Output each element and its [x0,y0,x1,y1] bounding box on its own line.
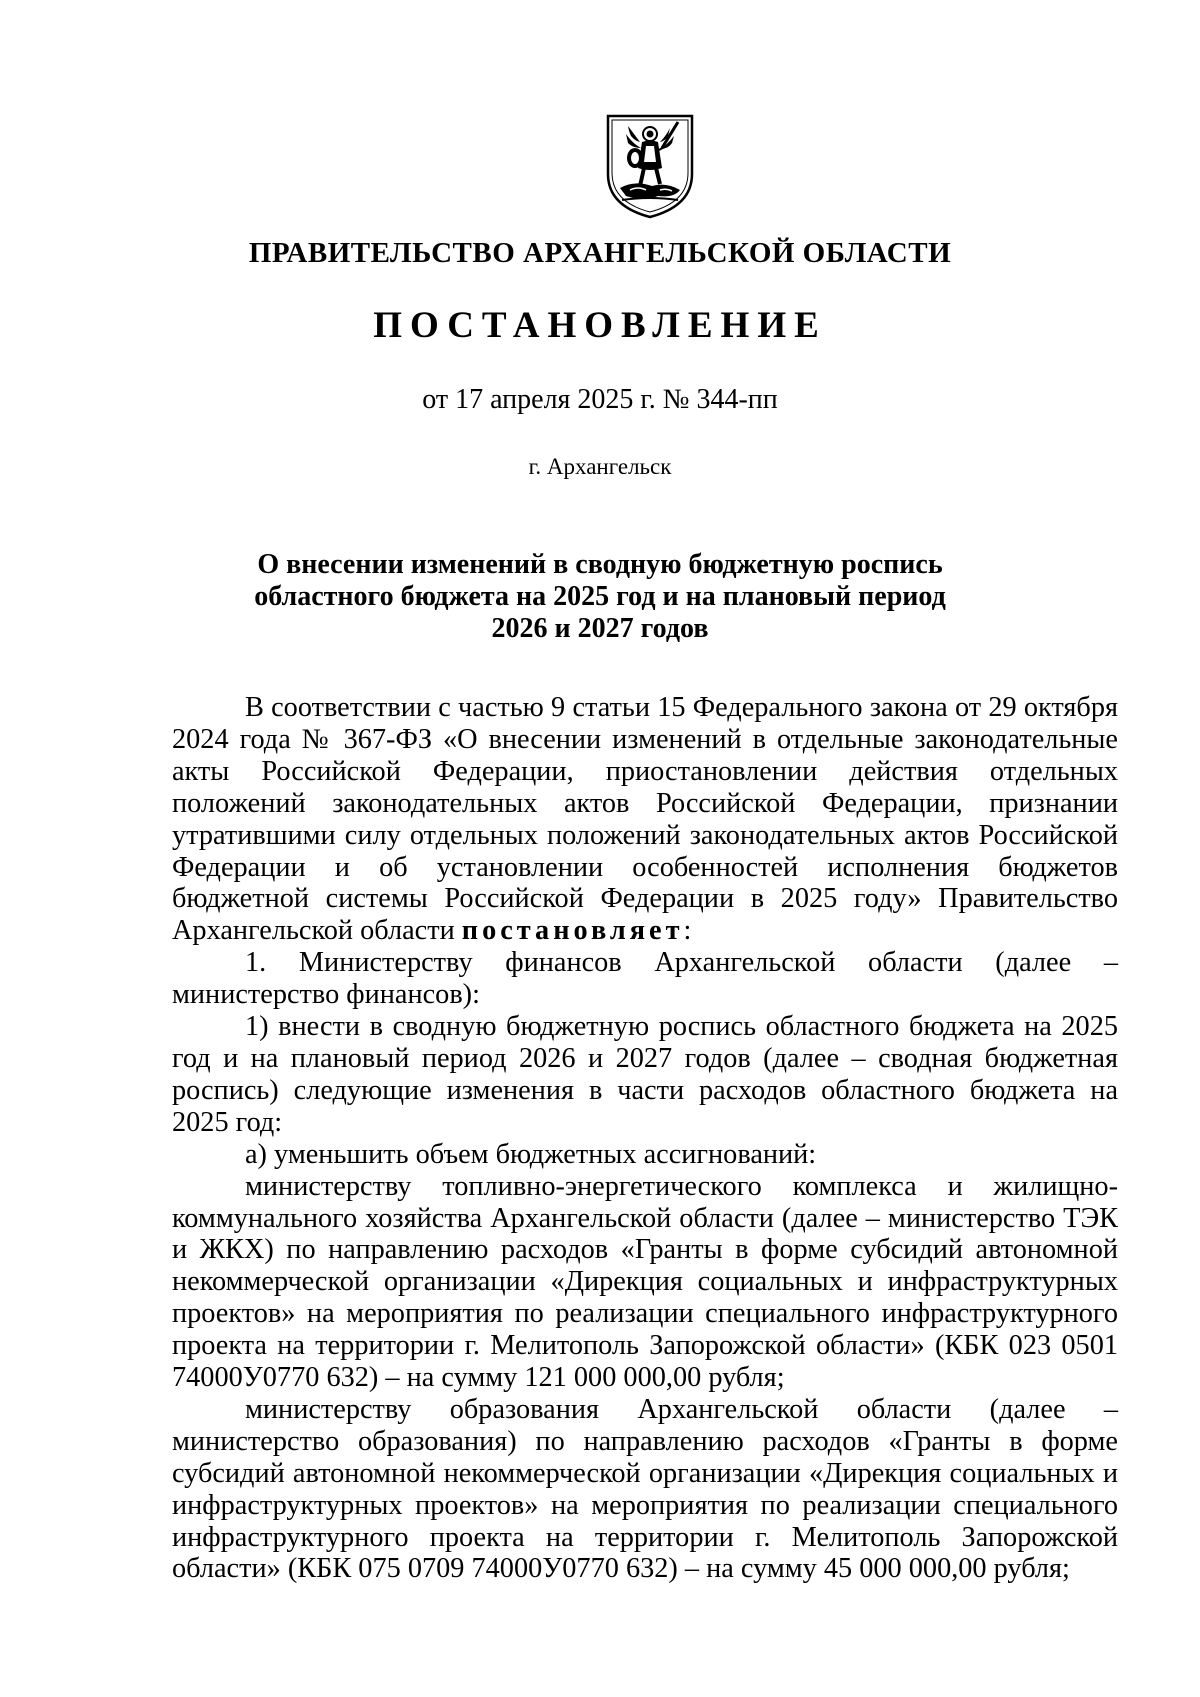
preamble-text: В соответствии с частью 9 статьи 15 Федерального закона от 29 октября 2024 года № 367-ФЗ «О внесении изменений в отдельные законодательные акты Российской Федерации, приостановлении действия отдельных положений законодательных актов Российской Федерации, признании утратившими силу отдельных положений законодательных актов Российской Федерации и об установлении особенностей исполнения бюджетов бюджетной системы Российской Федерации в 2025 году» Правительство Архангельской области [172,692,1118,947]
title-line-1: О внесении изменений в сводную бюджетную роспись [257,549,943,580]
document-body [172,692,1118,1585]
document-type: ПОСТАНОВЛЕНИЕ [373,305,827,346]
date-and-number: от 17 апреля 2025 г. № 344-пп [422,384,778,415]
decrees-colon: : [683,915,692,947]
title-line-3: 2026 и 2027 годов [491,613,709,644]
clause-1: 1. Министерству финансов Архангельской области (далее – министерство финансов): [172,947,1118,1011]
clause-1-1: 1) внести в сводную бюджетную роспись областного бюджета на 2025 год и на плановый период 2026 и 2027 годов (далее – сводная бюджетная роспись) следующие изменения в части расходов областного бюджета на 2025 год: [172,1011,1118,1138]
title-line-2: областного бюджета на 2025 год и на плановый период [254,581,946,612]
city: г. Архангельск [528,454,672,479]
coat-of-arms-icon [604,112,696,220]
government-name: ПРАВИТЕЛЬСТВО АРХАНГЕЛЬСКОЙ ОБЛАСТИ [248,237,952,269]
item-ministry-education: министерству образования Архангельской области (далее – министерство образования) по направлению расходов «Гранты в форме субсидий автономной некоммерческой организации «Дирекция социальных и инфраструктурных проектов» на мероприятия по реализации специального инфраструктурного проекта на территории г. Мелитополь Запорожской области» (КБК 075 0709 74000У0770 632) – на сумму 45 000 000,00 рубля; [172,1393,1118,1585]
preamble-paragraph [172,692,1118,947]
clause-1-1-a: а) уменьшить объем бюджетных ассигнований: [245,1138,817,1170]
decrees-word: постановляет [461,915,684,947]
item-ministry-tek: министерству топливно-энергетического комплекса и жилищно-коммунального хозяйства Архангельской области (далее – министерство ТЭК и ЖКХ) по направлению расходов «Гранты в форме субсидий автономной некоммерческой организации «Дирекция социальных и инфраструктурных проектов» на мероприятия по реализации специального инфраструктурного проекта на территории г. Мелитополь Запорожской области» (КБК 023 0501 74000У0770 632) – на сумму 121 000 000,00 рубля; [172,1170,1118,1394]
document-title [250,549,950,645]
